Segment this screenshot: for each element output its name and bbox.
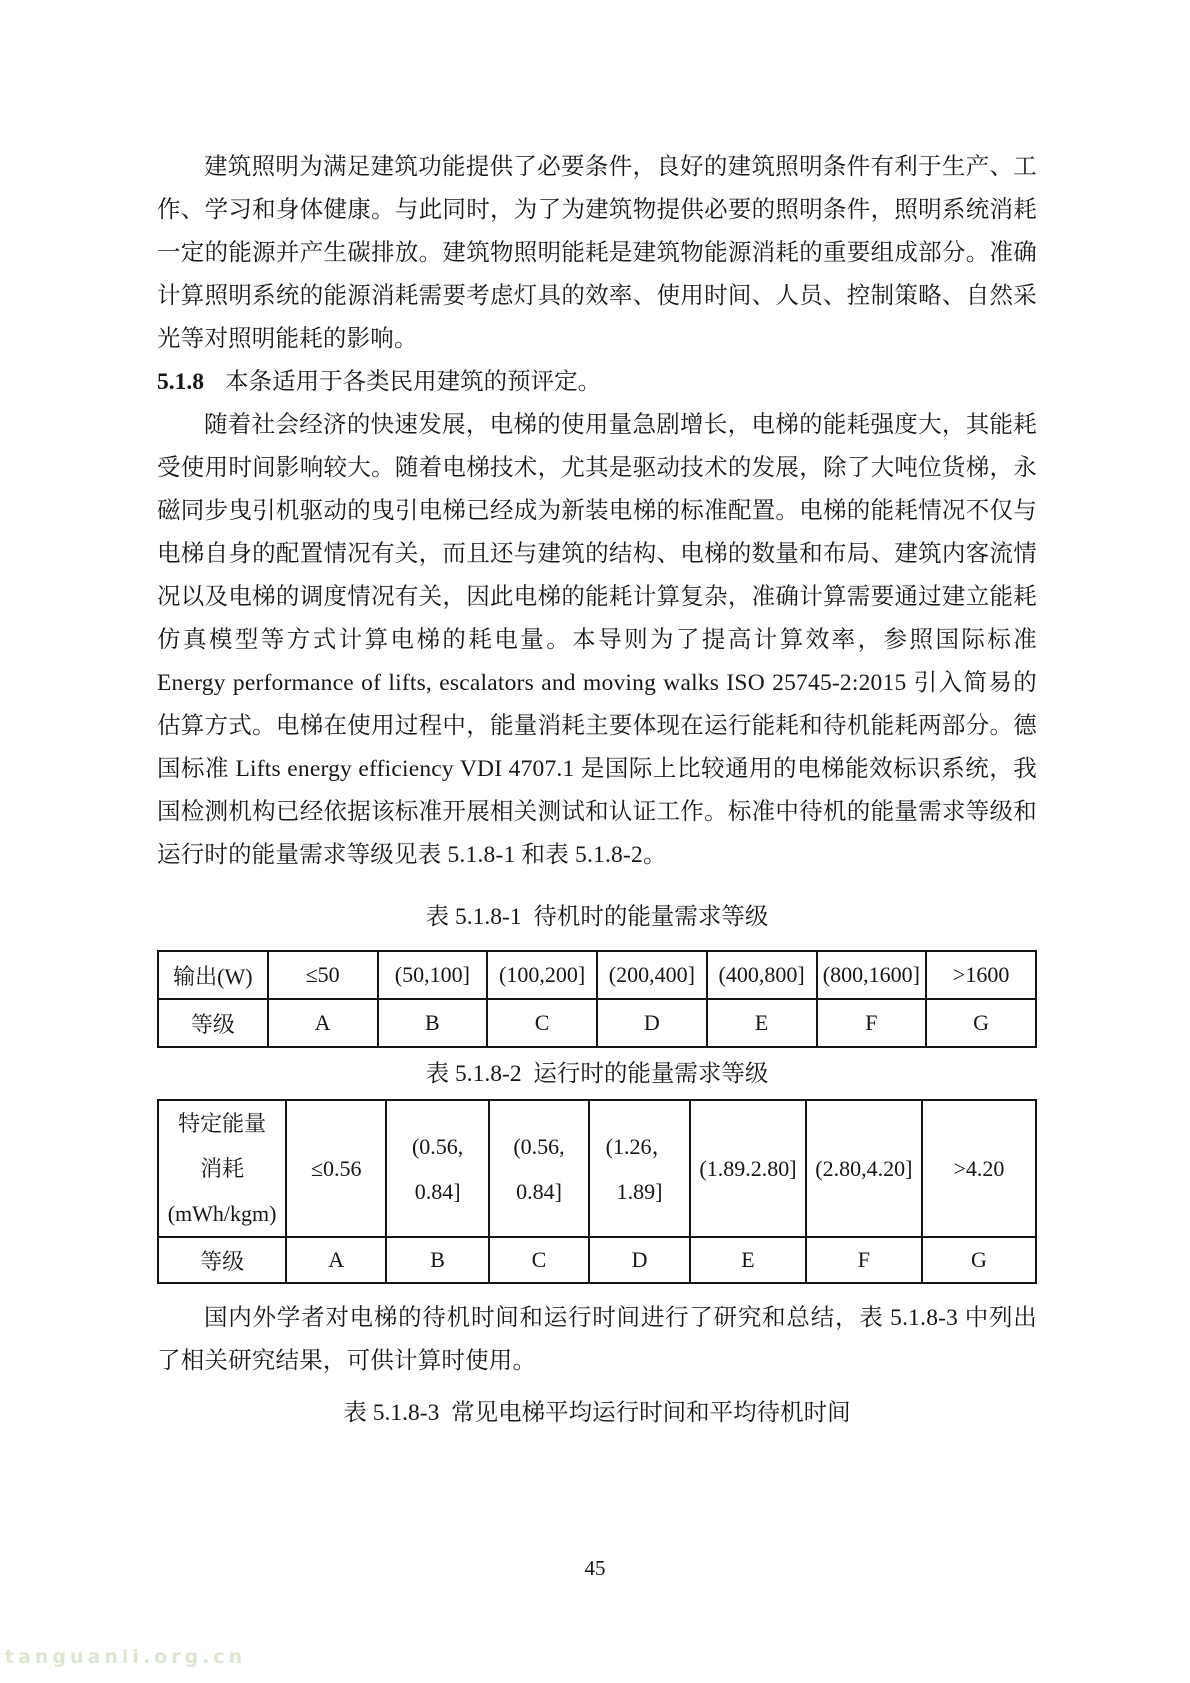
table-cell: (0.56, 0.84] <box>386 1100 489 1237</box>
table-cell: F <box>806 1237 922 1283</box>
table-cell: E <box>707 999 817 1047</box>
table-cell: F <box>817 999 927 1047</box>
table-cell: ≤50 <box>268 951 378 999</box>
table-cell: (50,100] <box>378 951 488 999</box>
table-running-energy-levels <box>157 1099 1037 1284</box>
table-cell: B <box>386 1237 489 1283</box>
table-cell: >4.20 <box>922 1100 1036 1237</box>
table-cell: G <box>926 999 1036 1047</box>
table-cell: (2.80,4.20] <box>806 1100 922 1237</box>
table-cell: (0.56, 0.84] <box>489 1100 589 1237</box>
watermark-text: tanguanli.org.cn <box>5 1646 247 1668</box>
paragraph-lighting-energy: 建筑照明为满足建筑功能提供了必要条件，良好的建筑照明条件有利于生产、工作、学习和身体健康。与此同时，为了为建筑物提供必要的照明条件，照明系统消耗一定的能源并产生碳排放。建筑物照明能耗是建筑物能源消耗的重要组成部分。准确计算照明系统的能源消耗需要考虑灯具的效率、使用时间、人员、控制策略、自然采光等对照明能耗的影响。 <box>157 154 1037 352</box>
table-cell: (800,1600] <box>817 951 927 999</box>
table-cell: (1.26， 1.89] <box>589 1100 690 1237</box>
paragraph-elevator-energy: 随着社会经济的快速发展，电梯的使用量急剧增长，电梯的能耗强度大，其能耗受使用时间影响较大。随着电梯技术，尤其是驱动技术的发展，除了大吨位货梯，永磁同步曳引机驱动的曳引电梯已经成为新装电梯的标准配置。电梯的能耗情况不仅与电梯自身的配置情况有关，而且还与建筑的结构、电梯的数量和布局、建筑内客流情况以及电梯的调度情况有关，因此电梯的能耗计算复杂，准确计算需要通过建立能耗仿真模型等方式计算电梯的耗电量。本导则为了提高计算效率，参照国际标准 Energy performance of lifts, escalators and moving walks ISO 25745-2:2015 引入简易的估算方式。电梯在使用过程中，能量消耗主要体现在运行能耗和待机能耗两部分。德国标准 Lifts energy efficiency VDI 4707.1 是国际上比较通用的电梯能效标识系统，我国检测机构已经依据该标准开展相关测试和认证工作。标准中待机的能量需求等级和运行时的能量需求等级见表 5.1.8-1 和表 5.1.8-2。 <box>157 412 1037 868</box>
table-cell: >1600 <box>926 951 1036 999</box>
table-cell: ≤0.56 <box>286 1100 386 1237</box>
table-row <box>158 999 1036 1047</box>
table-row <box>158 1237 1036 1283</box>
table-time-title: 表 5.1.8-3 常见电梯平均运行时间和平均待机时间 <box>343 1400 851 1426</box>
table-standby-energy-levels <box>157 950 1037 1048</box>
table-cell: G <box>922 1237 1036 1283</box>
table-row <box>158 1100 1036 1237</box>
table-cell: (400,800] <box>707 951 817 999</box>
table-cell: D <box>597 999 707 1047</box>
page-content <box>157 146 1037 1435</box>
table-cell: A <box>286 1237 386 1283</box>
running-grade-header-cell: 等级 <box>158 1237 286 1283</box>
table-cell: C <box>489 1237 589 1283</box>
table-cell: (100,200] <box>487 951 597 999</box>
standby-grade-header-cell: 等级 <box>158 999 268 1047</box>
page-number: 45 <box>584 1556 606 1580</box>
running-consumption-header-cell: 特定能量 消耗 (mWh/kgm) <box>158 1100 286 1237</box>
table-cell: (200,400] <box>597 951 707 999</box>
standby-output-header-cell: 输出(W) <box>158 951 268 999</box>
table-cell: A <box>268 999 378 1047</box>
clause-text: 本条适用于各类民用建筑的预评定。 <box>225 369 602 395</box>
paragraph-research-summary: 国内外学者对电梯的待机时间和运行时间进行了研究和总结，表 5.1.8-3 中列出了相关研究结果，可供计算时使用。 <box>157 1305 1037 1374</box>
table-standby-title: 表 5.1.8-1 待机时的能量需求等级 <box>425 904 769 930</box>
clause-number: 5.1.8 <box>157 369 204 395</box>
clause-5-1-8 <box>157 361 1037 404</box>
table-cell: C <box>487 999 597 1047</box>
table-running-title: 表 5.1.8-2 运行时的能量需求等级 <box>425 1061 769 1087</box>
table-row <box>158 951 1036 999</box>
table-cell: E <box>690 1237 806 1283</box>
table-cell: D <box>589 1237 690 1283</box>
table-cell: B <box>378 999 488 1047</box>
table-cell: (1.89.2.80] <box>690 1100 806 1237</box>
